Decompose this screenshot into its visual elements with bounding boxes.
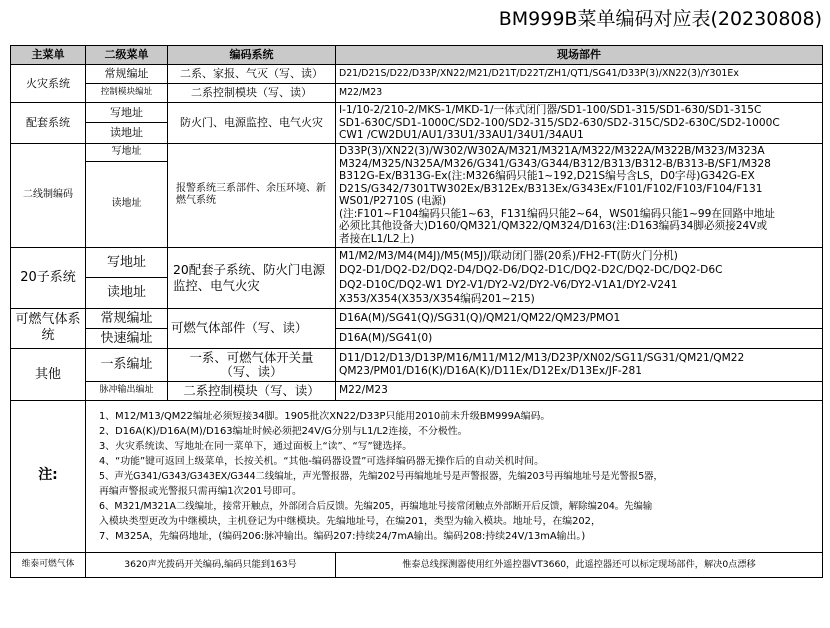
sub-menu-control-module: 控制模块编址 <box>86 84 168 103</box>
header-sub-menu: 二级菜单 <box>86 46 168 65</box>
system-cell: 一系、可燃气体开关量（写、读） <box>168 348 336 381</box>
system-cell: 20配套子系统、防火门电源监控、电气火灾 <box>168 247 336 308</box>
main-menu-two-wire: 二线制编码 <box>11 143 86 247</box>
sub-menu-normal: 常规编址 <box>86 308 168 328</box>
footer-right: 惟泰总线探测器使用红外遥控器VT3660，此遥控器还可以标定现场部件，解决0点漂移 <box>336 552 823 577</box>
header-field-parts: 现场部件 <box>336 46 823 65</box>
sub-menu-series-one: 一系编址 <box>86 348 168 381</box>
footer-label: 维泰可燃气体 <box>11 552 86 577</box>
main-menu-peitao: 配套系统 <box>11 103 86 144</box>
table-row <box>11 143 823 161</box>
parts-line: 者接在L1/L2上) <box>339 232 415 245</box>
note-line: 3、火灾系统读、写地址在同一菜单下，通过面板上“读”、“写”键选择。 <box>99 440 413 452</box>
table-row <box>11 348 823 381</box>
note-line: 再编声警报或光警报只需再编1次201号即可。 <box>99 485 302 497</box>
sub-menu-write: 写地址 <box>86 247 168 277</box>
sub-menu-pulse-output: 脉冲输出编址 <box>86 381 168 400</box>
parts-line: D33P(3)/XN22(3)/W302/W302A/M321/M321A/M322/M322A/M322B/M323/M323A <box>339 145 765 157</box>
parts-cell <box>336 143 823 247</box>
sub-menu-normal: 常规编址 <box>86 65 168 84</box>
notes-label: 注: <box>11 400 86 552</box>
main-menu-other: 其他 <box>11 348 86 400</box>
note-line: 7、M325A，先编码地址，(编码206:脉冲输出。编码207:持续24/7mA输出。编码208:持续24V/13mA输出。) <box>99 530 586 542</box>
table-row <box>11 328 823 348</box>
code-table <box>10 45 822 578</box>
page-title: BM999B菜单编码对应表(20230808) <box>498 8 822 30</box>
sub-menu-read: 读地址 <box>86 277 168 308</box>
parts-line: DQ2-D1/DQ2-D2/DQ2-D4/DQ2-D6/DQ2-D1C/DQ2-D2C/DQ2-DC/DQ2-D6C <box>339 264 723 276</box>
parts-line: M324/M325/N325A/M326/G341/G343/G344/B312/B313/B312-B/B313-B/SF1/M328 <box>339 157 771 170</box>
system-cell: 二系控制模块（写、读） <box>168 381 336 400</box>
main-menu-20-subsystem: 20子系统 <box>11 247 86 308</box>
system-cell: 二系、家报、气灭（写、读） <box>168 65 336 84</box>
parts-line: DQ2-D10C/DQ2-W1 DY2-V1/DY2-V2/DY2-V6/DY2-V1A1/DY2-V241 <box>339 278 678 291</box>
table-header-row <box>11 46 823 65</box>
parts-line: X353/X354(X353/X354编码201~215) <box>339 293 535 305</box>
table-row <box>11 65 823 84</box>
notes-row <box>11 400 823 552</box>
parts-line: WS01/P2710S (电源) <box>339 195 447 207</box>
parts-cell: M22/M23 <box>336 84 823 103</box>
sub-menu-fast: 快速编址 <box>86 328 168 348</box>
parts-line: I-1/10-2/210-2/MKS-1/MKD-1/一体式闭门器/SD1-100/SD1-315/SD1-630/SD1-315C <box>339 104 762 116</box>
note-line: 1、M12/M13/QM22编址必须短接34脚。1905批次XN22/D33P只能用2010前未升级BM999A编码。 <box>99 410 551 422</box>
table-row <box>11 84 823 103</box>
parts-cell: D16A(M)/SG41(0) <box>336 328 823 348</box>
table-row <box>11 247 823 277</box>
note-line: 6、M321/M321A二线编址，接常开触点，外部闭合后反馈。先编205，再编地址号接常闭触点外部断开后反馈，解除编204。先编输 <box>99 500 653 512</box>
table-row <box>11 308 823 328</box>
system-cell: 防火门、电源监控、电气火灾 <box>168 103 336 144</box>
table-row <box>11 103 823 123</box>
sub-menu-write: 写地址 <box>86 103 168 123</box>
header-main-menu: 主菜单 <box>11 46 86 65</box>
parts-cell: D21/D21S/D22/D33P/XN22/M21/D21T/D22T/ZH1/QT1/SG41/D33P(3)/XN22(3)/Y301Ex <box>336 65 823 84</box>
main-menu-fire: 火灾系统 <box>11 65 86 103</box>
parts-line: M1/M2/M3/M4(M4J)/M5(M5J)/联动闭门器(20系)/FH2-FT(防火门分机) <box>339 249 678 262</box>
parts-cell: D16A(M)/SG41(Q)/SG31(Q)/QM21/QM22/QM23/PMO1 <box>336 308 823 328</box>
note-line: 入模块类型更改为中继模块，主机登记为中继模块。先编地址号，在编201，类型为输入模块。地址号，在编202， <box>99 515 601 527</box>
parts-line: D21S/G342/7301TW302Ex/B312Ex/B313Ex/G343Ex/F101/F102/F103/F104/F131 <box>339 182 763 195</box>
parts-cell <box>336 103 823 144</box>
table-row <box>11 381 823 400</box>
parts-line: D11/D12/D13/D13P/M16/M11/M12/M13/D23P/XN02/SG11/SG31/QM21/QM22 <box>339 352 745 364</box>
parts-line: SD1-630C/SD1-1000C/SD2-100/SD2-315/SD2-630/SD2-315C/SD2-630C/SD2-1000C <box>339 116 780 129</box>
sub-menu-read: 读地址 <box>86 123 168 143</box>
notes-cell <box>86 400 823 552</box>
parts-cell: M22/M23 <box>336 381 823 400</box>
parts-cell <box>336 247 823 308</box>
sub-menu-read: 读地址 <box>86 161 168 247</box>
footer-middle: 3620声光拨码开关编码,编码只能到163号 <box>86 552 336 577</box>
parts-line: 必须比其他设备大)D160/QM321/QM322/QM324/D163(注:D163编码34脚必须接24V或 <box>339 220 768 232</box>
note-line: 4、“功能”键可返回上级菜单，长按关机。“其他-编码器设置”可选择编码器无操作后的自动关机时间。 <box>99 455 545 467</box>
parts-cell <box>336 348 823 381</box>
footer-row <box>11 552 823 577</box>
parts-line: CW1 /CW2DU1/AU1/33U1/33AU1/34U1/34AU1 <box>339 129 584 141</box>
note-line: 5、声光G341/G343/G343EX/G344二线编址，声光警报器，先编202号再编地址号是声警报器，先编203号再编地址号是光警报5器， <box>99 470 663 482</box>
sub-menu-write: 写地址 <box>86 143 168 161</box>
system-cell: 可燃气体部件（写、读） <box>168 308 336 348</box>
header-coding-system: 编码系统 <box>168 46 336 65</box>
parts-line: QM23/PM01/D16(K)/D16A(K)/D11Ex/D12Ex/D13Ex/JF-281 <box>339 364 642 377</box>
main-menu-gas: 可燃气体系统 <box>11 308 86 348</box>
note-line: 2、D16A(K)/D16A(M)/D163编址时候必须把24V/G分别与L1/L2连接，不分极性。 <box>99 425 468 437</box>
parts-line: B312G-Ex/B313G-Ex(注:M326编码只能1~192,D21S编号含LS，D0字母)G342G-EX <box>339 170 755 182</box>
parts-line: (注:F101~F104编码只能1~63，F131编码只能2~64，WS01编码只能1~99在回路中地址 <box>339 207 775 220</box>
system-cell: 报警系统三系部件、余压环境、新燃气系统 <box>168 143 336 247</box>
system-cell: 二系控制模块（写、读） <box>168 84 336 103</box>
